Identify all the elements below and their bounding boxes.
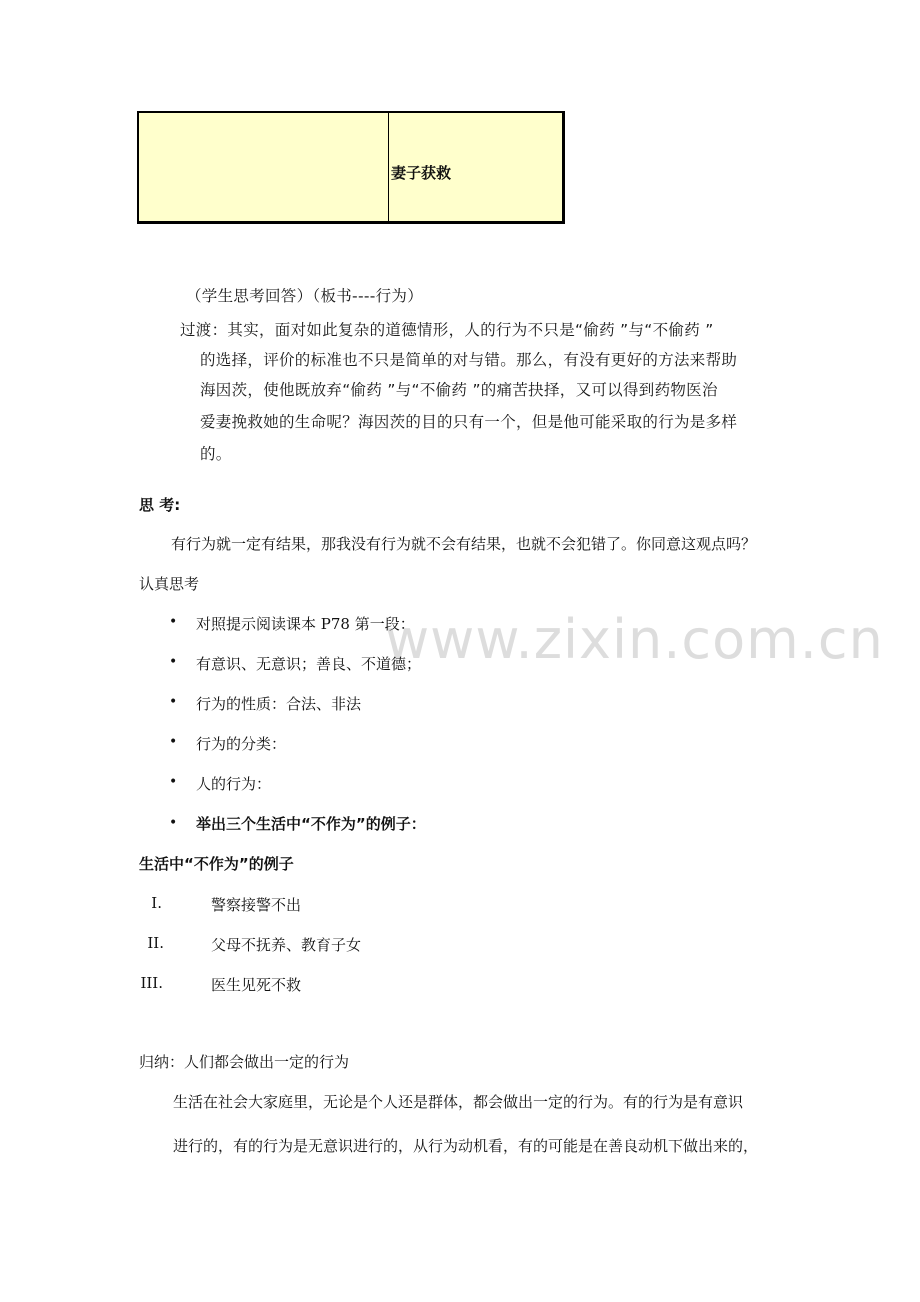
bullet-text: 人的行为：: [196, 775, 272, 793]
example-item: 医生见死不救: [211, 976, 302, 994]
scan-line-6: 的。: [200, 445, 232, 463]
bullet-text: 举出三个生活中“不作为”的例子：: [196, 815, 426, 833]
bullet-symbol: •: [169, 815, 178, 831]
think-heading: 思 考:: [139, 496, 181, 514]
roman-numeral: II.: [147, 934, 164, 952]
watermark: www.zixin.com.cn: [385, 608, 884, 671]
table-cell-text: 妻子获救: [391, 164, 452, 182]
bullet-symbol: •: [169, 774, 178, 790]
example-item: 警察接警不出: [211, 896, 302, 914]
bullet-symbol: •: [169, 734, 178, 750]
bullet-symbol: •: [169, 694, 178, 710]
roman-numeral: III.: [140, 974, 163, 992]
examples-heading: 生活中“不作为”的例子: [139, 855, 294, 873]
table-cell-left: [139, 113, 389, 221]
top-table: [137, 111, 565, 224]
bullet-text: 对照提示阅读课本 P78 第一段：: [196, 615, 415, 633]
roman-numeral: I.: [151, 894, 162, 912]
summary-line-2: 进行的，有的行为是无意识进行的，从行为动机看，有的可能是在善良动机下做出来的，: [173, 1137, 759, 1155]
scan-line-3: 的选择，评价的标准也不只是简单的对与错。那么，有没有更好的方法来帮助: [200, 351, 738, 369]
think-question: 有行为就一定有结果，那我没有行为就不会有结果，也就不会犯错了。你同意这观点吗？: [171, 535, 757, 553]
bullet-text: 行为的分类：: [196, 735, 287, 753]
scan-line-5: 爱妻挽救她的生命呢？海因茨的目的只有一个，但是他可能采取的行为是多样: [200, 413, 738, 431]
bullet-symbol: •: [169, 614, 178, 630]
bullet-symbol: •: [169, 654, 178, 670]
summary-line-1: 生活在社会大家庭里，无论是个人还是群体，都会做出一定的行为。有的行为是有意识: [173, 1093, 744, 1111]
example-item: 父母不抚养、教育子女: [211, 936, 362, 954]
think-subheading: 认真思考: [139, 575, 200, 593]
bullet-text: 有意识、无意识；善良、不道德；: [196, 655, 422, 673]
scan-line-4: 海因茨，使他既放弃“偷药 ”与“不偷药 ”的痛苦抉择，又可以得到药物医治: [200, 381, 718, 399]
table-cell-right: [389, 113, 562, 221]
bullet-text: 行为的性质：合法、非法: [196, 695, 362, 713]
scan-line-1: （学生思考回答）（板书----行为）: [186, 287, 424, 305]
summary-heading: 归纳：人们都会做出一定的行为: [139, 1053, 350, 1071]
scan-line-2: 过渡：其实，面对如此复杂的道德情形，人的行为不只是“偷药 ”与“不偷药 ”: [180, 321, 714, 339]
